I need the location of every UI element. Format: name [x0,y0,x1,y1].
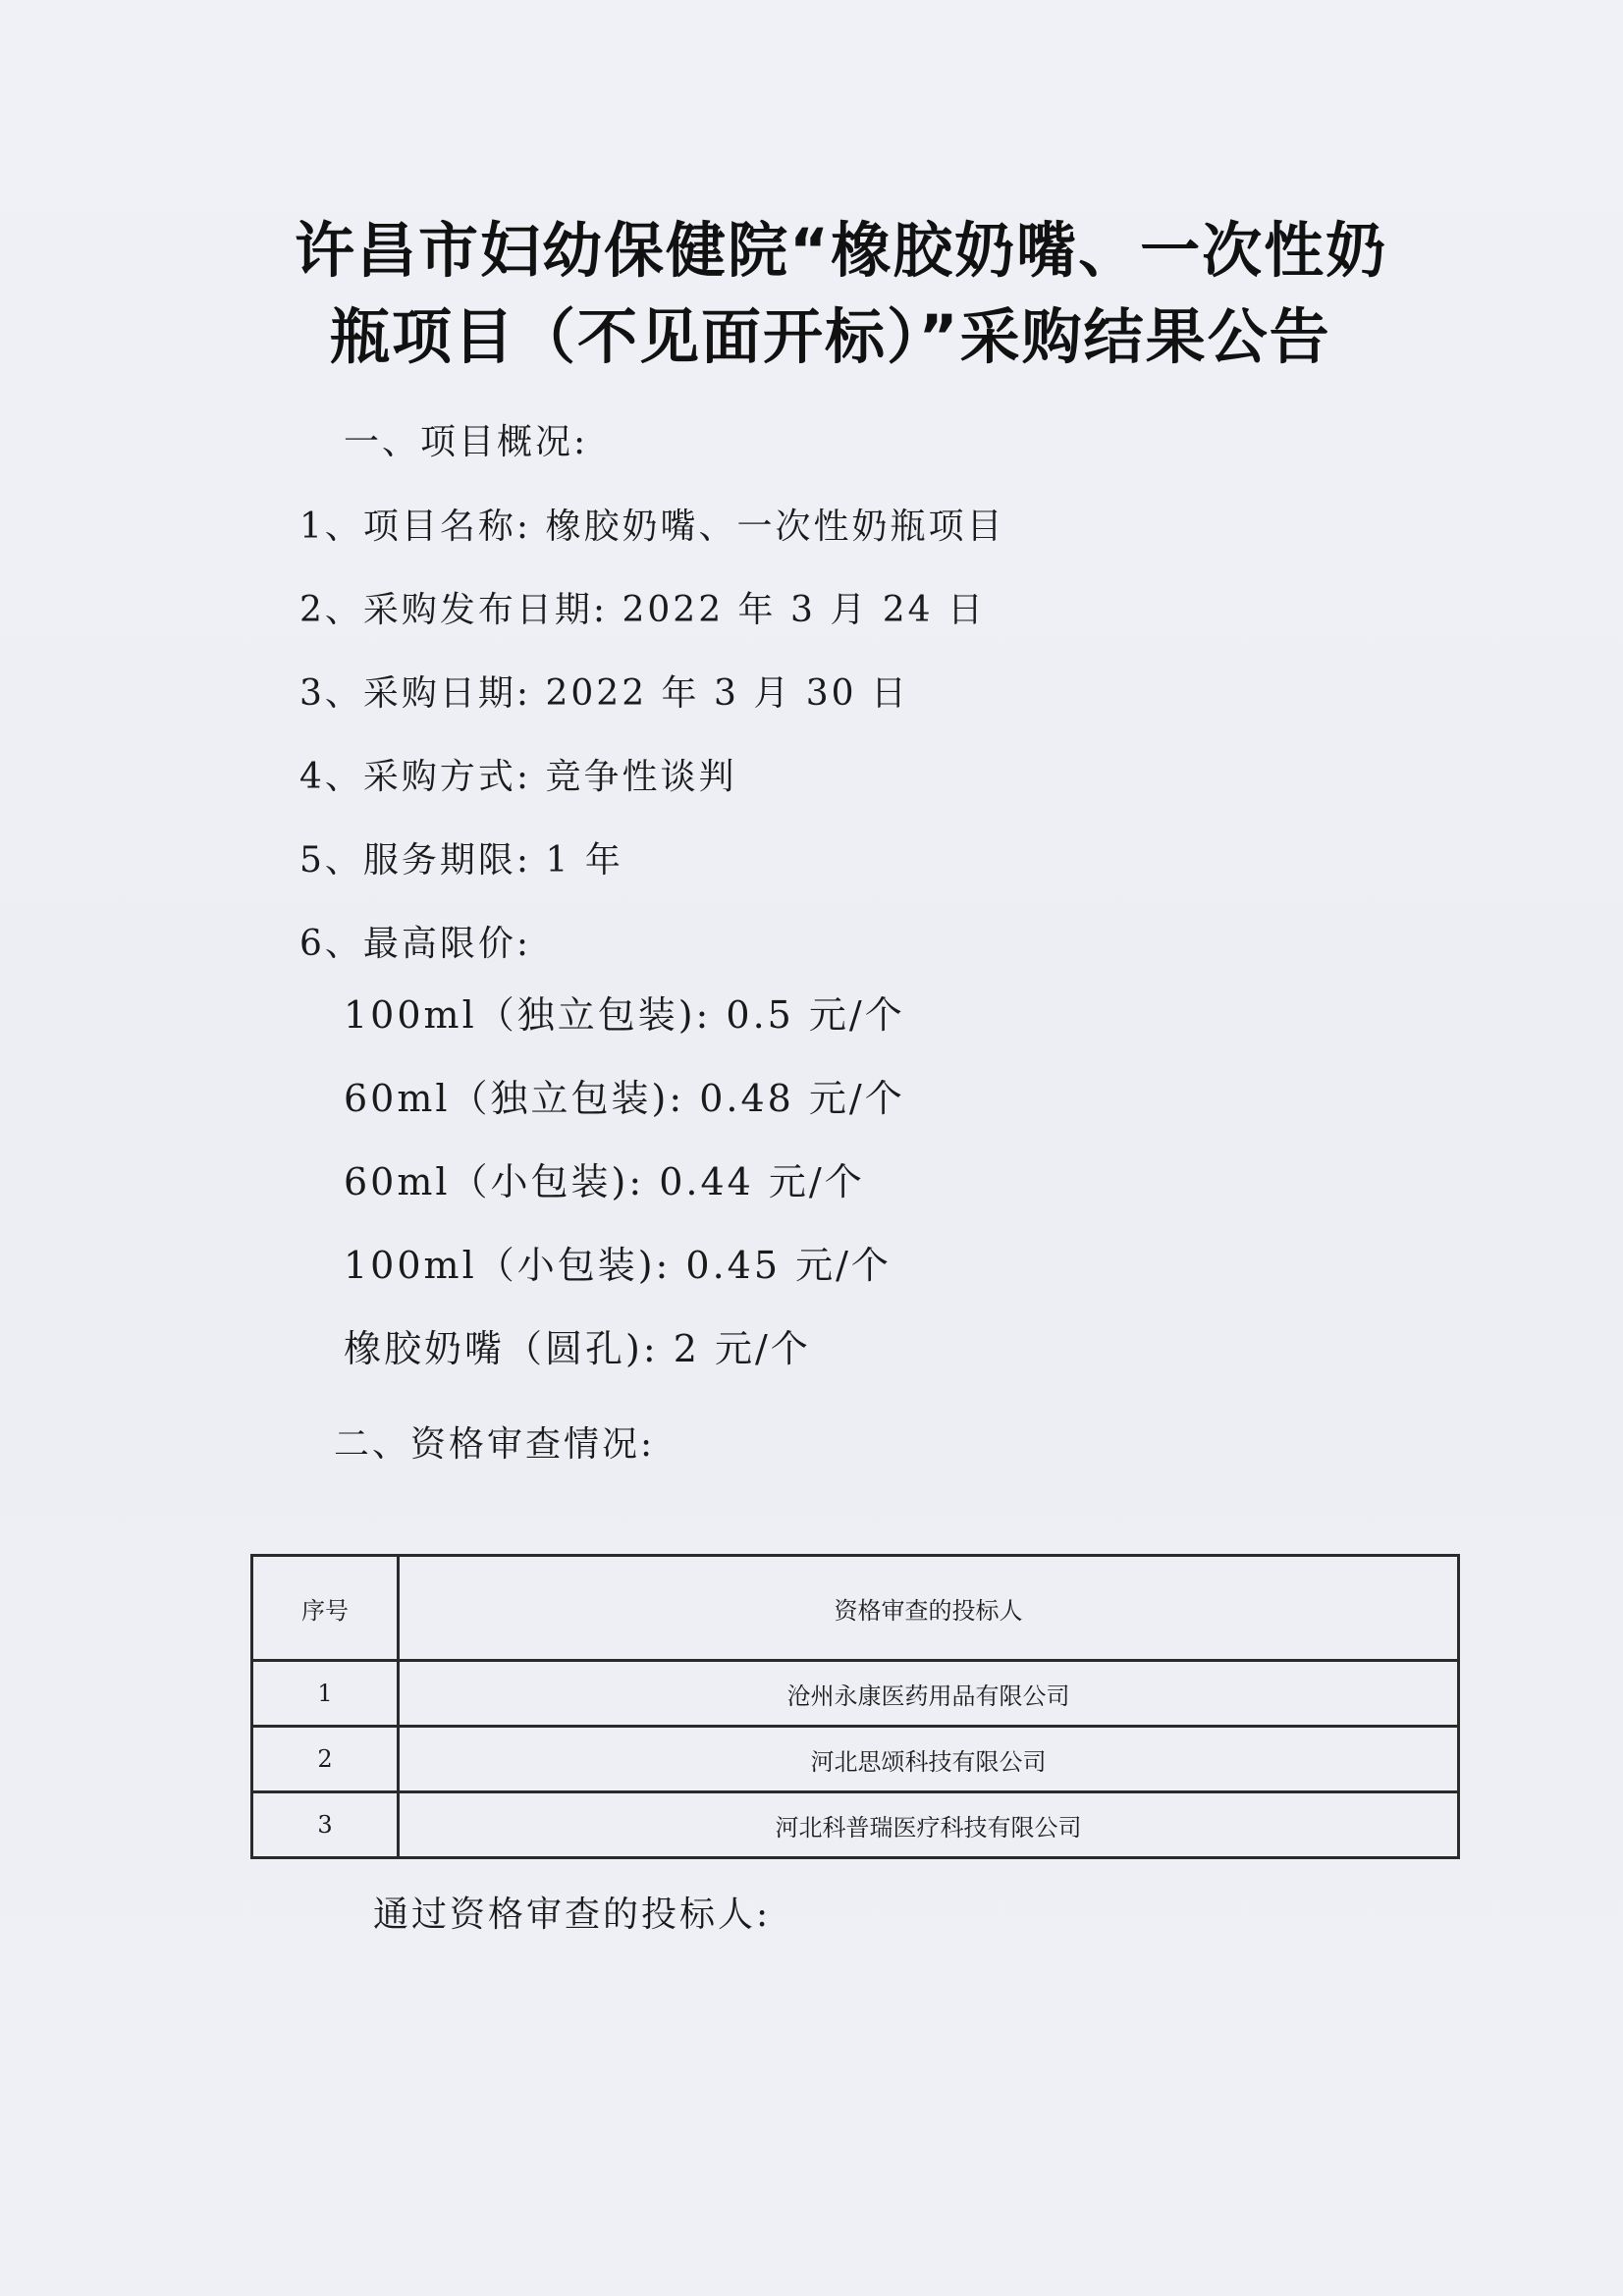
title-line-2: 瓶项目（不见面开标）”采购结果公告 [330,302,1331,372]
item-procurement-method: 4、采购方式: 竞争性谈判 [299,757,737,797]
table-cell-bidder: 河北思颂科技有限公司 [399,1727,1459,1792]
item-publish-date: 2、采购发布日期: 2022 年 3 月 24 日 [299,590,987,630]
item-max-price: 6、最高限价: [299,924,532,964]
document-title [295,208,1414,381]
table-row [252,1792,1459,1858]
price-100ml-small: 100ml（小包装): 0.45 元/个 [344,1244,892,1287]
table-cell-bidder: 沧州永康医药用品有限公司 [399,1661,1459,1727]
table-cell-no: 1 [252,1661,399,1727]
section-heading-qualification: 二、资格审查情况: [334,1424,656,1465]
item-service-period: 5、服务期限: 1 年 [299,840,623,881]
table-row [252,1661,1459,1727]
table-cell-no: 2 [252,1727,399,1792]
table-header-bidder: 资格审查的投标人 [399,1556,1459,1661]
price-60ml-small: 60ml（小包装): 0.44 元/个 [344,1160,865,1203]
section-heading-overview: 一、项目概况: [344,422,589,462]
table-cell-bidder: 河北科普瑞医疗科技有限公司 [399,1792,1459,1858]
qualification-table [250,1554,1460,1859]
item-project-name: 1、项目名称: 橡胶奶嘴、一次性奶瓶项目 [299,507,1005,547]
item-procurement-date: 3、采购日期: 2022 年 3 月 30 日 [299,673,910,714]
price-rubber-nipple: 橡胶奶嘴（圆孔): 2 元/个 [344,1327,811,1370]
table-header-no: 序号 [252,1556,399,1661]
title-line-1: 许昌市妇幼保健院“橡胶奶嘴、一次性奶 [295,216,1388,286]
price-100ml-individual: 100ml（独立包装): 0.5 元/个 [344,993,905,1037]
passed-bidders-label: 通过资格审查的投标人: [373,1895,772,1935]
table-header-row [252,1556,1459,1661]
price-60ml-individual: 60ml（独立包装): 0.48 元/个 [344,1077,905,1120]
table-row [252,1727,1459,1792]
table-cell-no: 3 [252,1792,399,1858]
